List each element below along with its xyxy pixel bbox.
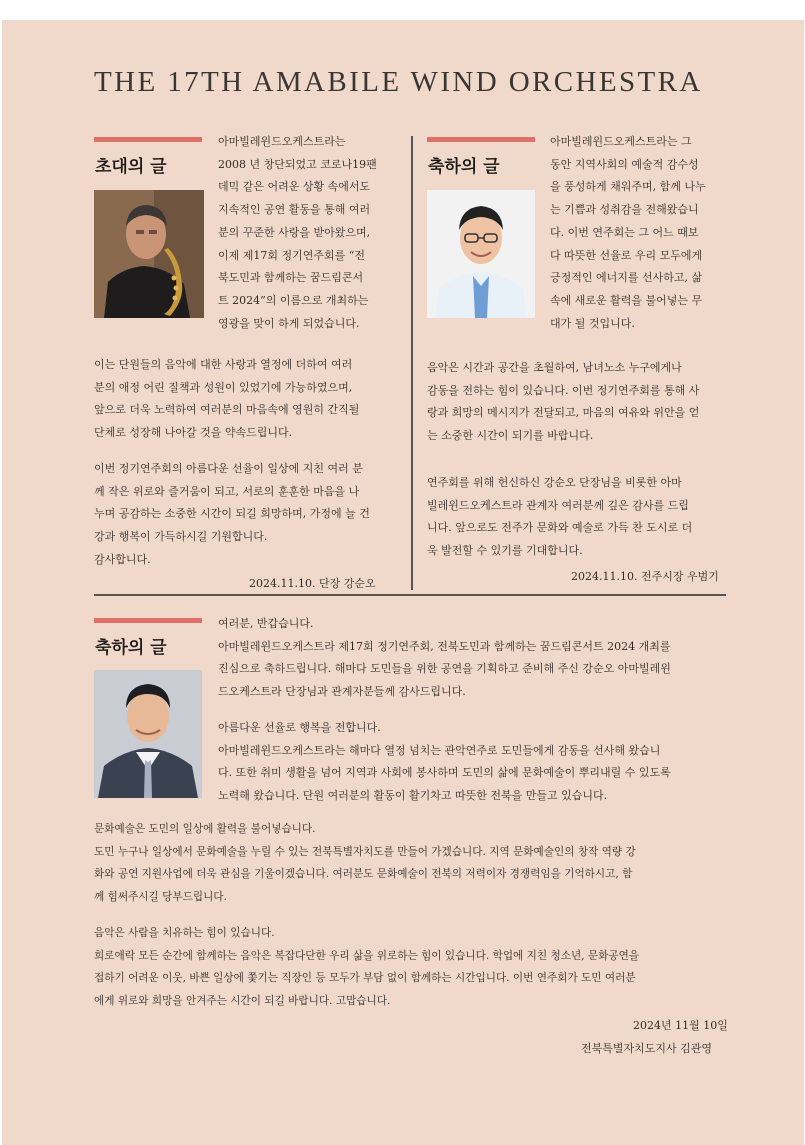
text-line: 을 풍성하게 채워주며, 함께 나누 <box>550 180 706 194</box>
text-line: 접하기 어려운 이웃, 바쁜 일상에 쫓기는 직장인 등 모두가 부담 없이 함께하는 시간입니다. 이번 연주회가 도민 여러분 <box>94 972 636 985</box>
text-line: 대가 될 것입니다. <box>550 316 635 330</box>
page-title: THE 17TH AMABILE WIND ORCHESTRA <box>94 66 703 98</box>
text-line: 는 소중한 시간이 되기를 바랍니다. <box>427 429 594 443</box>
text-line: 다. 또한 취미 생활을 넘어 지역과 사회에 봉사하며 도민의 삶에 문화예술이 뿌리내릴 수 있도록 <box>218 766 671 780</box>
text-line: 화와 공연 지원사업에 더욱 관심을 기울이겠습니다. 여러분도 문화예술이 전북의 저력이자 경쟁력임을 기억하시고, 함 <box>94 868 633 881</box>
text-line: 노력해 왔습니다. 단원 여러분의 활동이 활기차고 따뜻한 전북을 만들고 있습니다. <box>218 789 608 803</box>
section3-paragraph-4 <box>94 922 639 1013</box>
text-line: 영광을 맞이 하게 되었습니다. <box>218 316 360 330</box>
text-line: 진심으로 축하드립니다. 해마다 도민들을 위한 공연을 기획하고 준비해 주신 강순오 아마빌레윈 <box>218 662 671 676</box>
section3-signature: 전북특별자치도지사 김관영 <box>581 1042 713 1055</box>
text-line: 음악은 시간과 공간을 초월하여, 남녀노소 누구에게나 <box>427 361 682 374</box>
text-line: 다 따뜻한 선율로 우리 모두에게 <box>550 248 703 262</box>
text-line: 문화예술은 도민의 일상에 활력을 불어넣습니다. <box>94 823 316 835</box>
section1-paragraph-2 <box>94 354 359 445</box>
text-line: 속에 새로운 활력을 불어넣는 무 <box>550 293 703 307</box>
text-line: 아마빌레윈드오케스트라는 <box>218 135 346 148</box>
text-line: 아마빌레윈드오케스트라는 그 <box>550 135 692 148</box>
text-line: 앞으로 더욱 노력하여 여러분의 마음속에 영원히 간직될 <box>94 403 360 417</box>
column-divider <box>411 136 413 590</box>
text-line: 이번 정기연주회의 아름다운 선율이 일상에 지친 여러 분 <box>94 462 363 475</box>
text-line: 여러분, 반갑습니다. <box>218 617 314 630</box>
section-divider <box>94 594 726 596</box>
portrait-man-with-saxophone-icon <box>94 190 204 318</box>
section2-signature: 2024.11.10. 전주시장 우범기 <box>571 570 719 583</box>
section3-paragraph-3 <box>94 818 636 909</box>
section2-paragraph-2 <box>427 357 699 448</box>
section1-signature: 2024.11.10. 단장 강순오 <box>249 577 376 590</box>
section1-intro <box>218 131 377 335</box>
section1-paragraph-3 <box>94 458 370 572</box>
text-line: 욱 발전할 수 있기를 기대합니다. <box>427 544 583 558</box>
text-line: 이제 제17회 정기연주회를 “전 <box>218 248 365 262</box>
text-line: 아름다운 선율로 행복을 전합니다. <box>218 721 381 734</box>
text-line: 2008 년 창단되었고 코로나19팬 <box>218 157 377 171</box>
text-line: 강과 행복이 가득하시길 기원합니다. <box>94 530 268 544</box>
text-line: 께 힘써주시길 당부드립니다. <box>94 891 227 904</box>
text-line: 이는 단원들의 음악에 대한 사랑과 열정에 더하여 여러 <box>94 358 353 371</box>
text-line: 빌레윈드오케스트라 관계자 여러분께 깊은 감사를 드립 <box>427 498 689 512</box>
section2-heading: 축하의 글 <box>428 157 500 177</box>
section2-paragraph-3 <box>427 472 692 563</box>
text-line: 누며 공감하는 소중한 시간이 되길 희망하며, 가정에 늘 건 <box>94 507 370 521</box>
text-line: 북도민과 함께하는 꿈드림콘서 <box>218 271 364 285</box>
section1-accent-bar <box>94 137 202 142</box>
text-line: 에게 위로와 희망을 안겨주는 시간이 되길 바랍니다. 고맙습니다. <box>94 995 391 1008</box>
text-line: 는 기쁨과 성취감을 전해왔습니 <box>550 203 699 217</box>
text-line: 분의 애정 어린 질책과 성원이 있었기에 가능하였으며, <box>94 380 353 394</box>
text-line: 음악은 사람을 치유하는 힘이 있습니다. <box>94 927 275 939</box>
text-line: 지속적인 공연 활동을 통해 여러 <box>218 203 371 217</box>
text-line: 데믹 같은 어려운 상황 속에서도 <box>218 180 371 194</box>
section3-heading: 축하의 글 <box>95 638 167 658</box>
text-line: 희로애락 모든 순간에 함께하는 음악은 복잡다단한 우리 삶을 위로하는 힘이 있습니다. 학업에 지친 청소년, 문화공연을 <box>94 949 640 962</box>
section3-date: 2024년 11월 10일 <box>633 1019 728 1032</box>
section3-paragraph-1 <box>218 613 671 704</box>
text-line: 트 2024”의 이름으로 개최하는 <box>218 293 369 307</box>
section1-heading: 초대의 글 <box>95 157 167 177</box>
text-line: 랑과 희망의 메시지가 전달되고, 마음의 여유와 위안을 얻 <box>427 406 700 420</box>
text-line: 분의 꾸준한 사랑을 받아왔으며, <box>218 225 371 239</box>
portrait-man-in-suit-icon <box>94 670 202 798</box>
text-line: 아마빌레윈드오케스트라 제17회 정기연주회, 전북도민과 함께하는 꿈드림콘서트 2024 개최를 <box>218 639 671 653</box>
section2-intro <box>550 131 706 335</box>
text-line: 긍정적인 에너지를 선사하고, 삶 <box>550 271 703 285</box>
section3-paragraph-2 <box>218 717 671 808</box>
text-line: 아마빌레윈드오케스트라는 해마다 열정 넘치는 관악연주로 도민들에게 감동을 선사해 왔습니 <box>218 743 661 757</box>
section2-accent-bar <box>427 137 535 142</box>
text-line: 단체로 성장해 나아갈 것을 약속드립니다. <box>94 426 293 440</box>
text-line: 다. 이번 연주회는 그 어느 때보 <box>550 225 699 239</box>
text-line: 감사합니다. <box>94 552 151 566</box>
text-line: 감동을 전하는 힘이 있습니다. 이번 정기연주회를 통해 사 <box>427 383 700 397</box>
text-line: 도민 누구나 일상에서 문화예술을 누릴 수 있는 전북특별자치도를 만들어 가겠습니다. 지역 문화예술인의 창작 역량 강 <box>94 845 636 858</box>
text-line: 께 작은 위로와 즐거움이 되고, 서로의 훈훈한 마음을 나 <box>94 484 360 498</box>
text-line: 니다. 앞으로도 전주가 문화와 예술로 가득 찬 도시로 더 <box>427 521 693 535</box>
text-line: 동안 지역사회의 예술적 감수성 <box>550 157 699 171</box>
section3-accent-bar <box>94 618 202 623</box>
text-line: 연주회를 위해 헌신하신 강순오 단장님을 비롯한 아마 <box>427 476 682 489</box>
portrait-man-with-glasses-icon <box>427 190 535 318</box>
text-line: 드오케스트라 단장님과 관계자분들께 감사드립니다. <box>218 685 466 699</box>
